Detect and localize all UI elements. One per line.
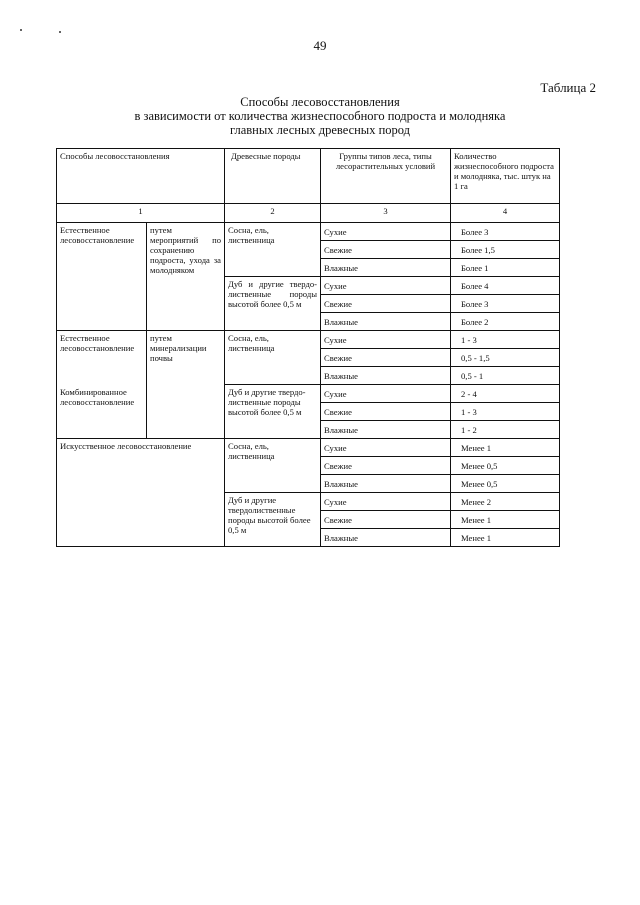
quantity-cell: Менее 1 xyxy=(451,439,560,457)
quantity-cell: 1 - 3 xyxy=(451,403,560,421)
quantity-cell: Более 1 xyxy=(451,259,560,277)
species-cell: Дуб и другие твердолиственные породы высотой более 0,5 м xyxy=(225,493,321,547)
quantity-cell: Менее 1 xyxy=(451,529,560,547)
sub-method-cell: путем минерализации почвы xyxy=(147,331,225,439)
quantity-cell: 1 - 2 xyxy=(451,421,560,439)
moisture-cell: Влажные xyxy=(321,475,451,493)
moisture-cell: Влажные xyxy=(321,313,451,331)
moisture-cell: Влажные xyxy=(321,367,451,385)
moisture-cell: Сухие xyxy=(321,493,451,511)
species-cell: Сосна, ель, лиственница xyxy=(225,439,321,493)
column-number-4: 4 xyxy=(451,204,560,223)
quantity-cell: 0,5 - 1,5 xyxy=(451,349,560,367)
quantity-cell: Более 4 xyxy=(451,277,560,295)
moisture-cell: Сухие xyxy=(321,385,451,403)
moisture-cell: Свежие xyxy=(321,511,451,529)
moisture-cell: Свежие xyxy=(321,457,451,475)
column-number-3: 3 xyxy=(321,204,451,223)
method-combined: Комбинированное лесовосстановление xyxy=(60,387,135,407)
column-number-2: 2 xyxy=(225,204,321,223)
quantity-cell: Менее 2 xyxy=(451,493,560,511)
quantity-cell: 1 - 3 xyxy=(451,331,560,349)
table-row xyxy=(57,331,560,349)
method-cell xyxy=(57,331,147,439)
species-cell: Дуб и другие твердо-лиственные породы высотой более 0,5 м xyxy=(225,385,321,439)
title-line-2: в зависимости от количества жизнеспособного подроста и молодняка xyxy=(134,109,506,123)
moisture-cell: Свежие xyxy=(321,241,451,259)
moisture-cell: Свежие xyxy=(321,349,451,367)
header-row xyxy=(57,149,560,204)
sub-method-cell: путем мероприятий по сохранению подроста, ухода за молодняком xyxy=(147,223,225,331)
species-cell: Сосна, ель, лиственница xyxy=(225,223,321,277)
moisture-cell: Влажные xyxy=(321,529,451,547)
quantity-cell: 0,5 - 1 xyxy=(451,367,560,385)
quantity-cell: Более 2 xyxy=(451,313,560,331)
moisture-cell: Сухие xyxy=(321,277,451,295)
title-line-1: Способы лесовосстановления xyxy=(240,95,400,109)
header-species: Древесные породы xyxy=(225,149,321,204)
quantity-cell: Менее 0,5 xyxy=(451,475,560,493)
quantity-cell: Менее 1 xyxy=(451,511,560,529)
quantity-cell: Более 1,5 xyxy=(451,241,560,259)
column-number-row xyxy=(57,204,560,223)
reforestation-table xyxy=(56,148,560,547)
header-quantity: Количество жизнеспособного подроста и молодняка, тыс. штук на 1 га xyxy=(451,149,560,204)
species-cell: Дуб и другие твердо-лиственные породы высотой более 0,5 м xyxy=(225,277,321,331)
moisture-cell: Свежие xyxy=(321,403,451,421)
title-line-3: главных лесных древесных пород xyxy=(229,123,411,137)
method-cell: Естественное лесовосстановление xyxy=(57,223,147,331)
table-label: Таблица 2 xyxy=(540,80,596,95)
moisture-cell: Сухие xyxy=(321,223,451,241)
method-cell: Искусственное лесовосстановление xyxy=(57,439,225,547)
method-natural: Естественное лесовосстановление xyxy=(60,333,135,353)
page-number: 49 xyxy=(313,38,327,53)
quantity-cell: 2 - 4 xyxy=(451,385,560,403)
moisture-cell: Свежие xyxy=(321,295,451,313)
quantity-cell: Более 3 xyxy=(451,223,560,241)
header-forest-types: Группы типов леса, типы лесорастительных условий xyxy=(321,149,451,204)
moisture-cell: Влажные xyxy=(321,259,451,277)
quantity-cell: Менее 0,5 xyxy=(451,457,560,475)
table-title xyxy=(0,95,640,137)
column-number-1: 1 xyxy=(57,204,225,223)
moisture-cell: Сухие xyxy=(321,439,451,457)
moisture-cell: Сухие xyxy=(321,331,451,349)
moisture-cell: Влажные xyxy=(321,421,451,439)
quantity-cell: Более 3 xyxy=(451,295,560,313)
species-cell: Сосна, ель, лиственница xyxy=(225,331,321,385)
table-row xyxy=(57,223,560,241)
header-methods: Способы лесовосстановления xyxy=(57,149,225,204)
table-row xyxy=(57,439,560,457)
